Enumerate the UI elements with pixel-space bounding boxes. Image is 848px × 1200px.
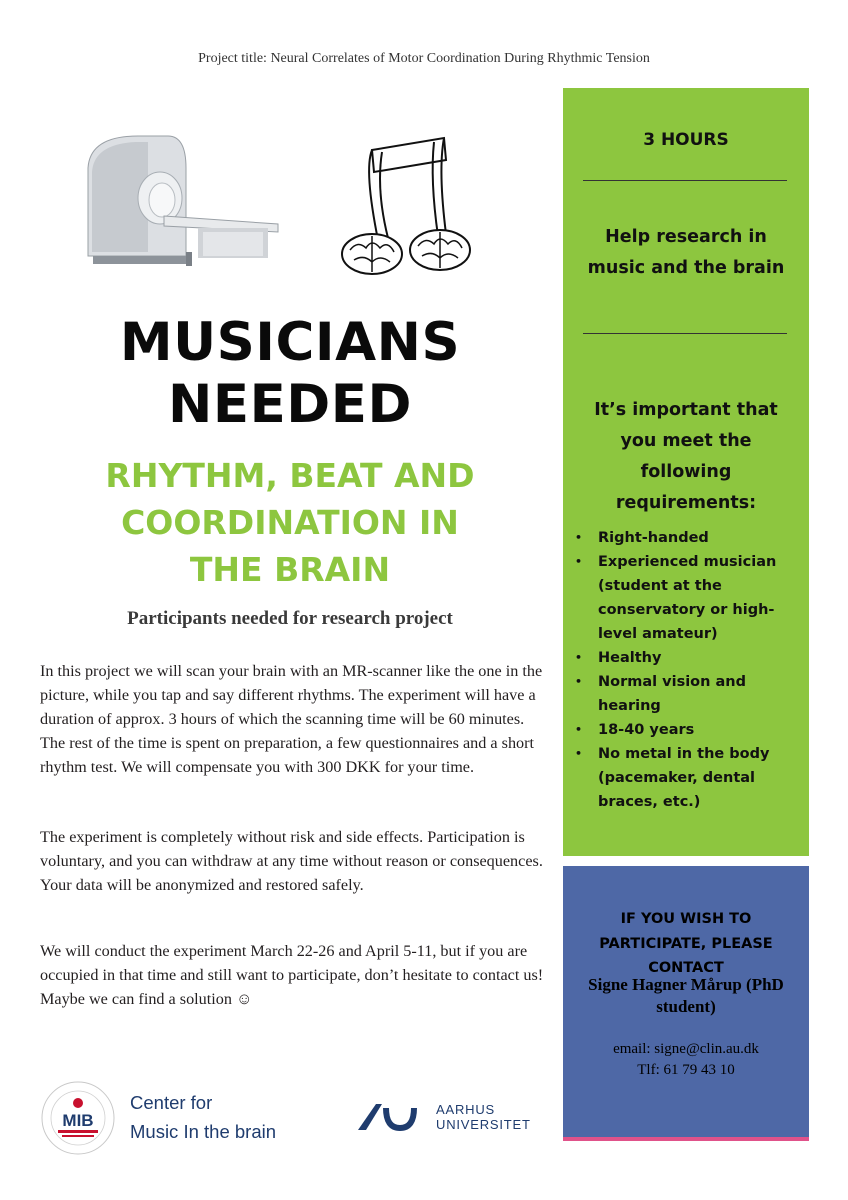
help-research-text: Help research in music and the brain: [587, 227, 785, 278]
contact-email[interactable]: email: signe@clin.au.dk: [613, 1041, 759, 1057]
requirements-panel: [563, 88, 809, 856]
mib-logo: [40, 1080, 116, 1156]
aarhus-university-name: [436, 1102, 531, 1132]
headline-sub: [40, 452, 540, 593]
requirements-heading: It’s important that you meet the following requirements:: [594, 400, 778, 513]
requirements-list: [563, 526, 809, 814]
divider: [583, 180, 787, 181]
body-paragraph-2: The experiment is completely without risk and side effects. Participation is voluntary, and you can withdraw at any time without reason or consequences. Your data will be anonymized and restored safely.: [40, 828, 543, 894]
contact-panel: [563, 866, 809, 1141]
body-paragraph-3: We will conduct the experiment March 22-26 and April 5-11, but if you are occupied in that time and still want to participate, don’t hesitate to contact us! Maybe we can find a solution ☺: [40, 942, 544, 1008]
contact-phone: Tlf: 61 79 43 10: [637, 1062, 735, 1078]
subheading: Participants needed for research project: [127, 608, 453, 629]
headline-sub-line-3: THE BRAIN: [189, 550, 391, 589]
headline-line-2: NEEDED: [168, 374, 412, 435]
au-line-1: AARHUS: [436, 1102, 495, 1117]
project-title: Project title: Neural Correlates of Motor Coordination During Rhythmic Tension: [198, 51, 650, 66]
aarhus-university-logo: [356, 1100, 424, 1134]
center-line-2: Music In the brain: [130, 1121, 277, 1142]
divider: [583, 333, 787, 334]
center-line-1: Center for: [130, 1092, 213, 1113]
body-paragraph-1: In this project we will scan your brain with an MR-scanner like the one in the picture, while you tap and say different rhythms. The experiment will have a duration of approx. 3 hours of which the scanning time will be 60 minutes. The rest of the time is spent on preparation, a few questionnaires and a short rhythm test. We will compensate you with 300 DKK for your time.: [40, 662, 543, 776]
mri-scanner-image: [78, 128, 288, 278]
duration-label: 3 HOURS: [643, 130, 729, 150]
center-name: [130, 1088, 276, 1146]
requirement-item: • No metal in the body (pacemaker, dental braces, etc.): [563, 742, 809, 814]
contact-heading: IF YOU WISH TO PARTICIPATE, PLEASE CONTACT: [599, 911, 773, 976]
headline-main: [40, 312, 540, 436]
headline-line-1: MUSICIANS: [119, 312, 461, 373]
headline-sub-line-1: RHYTHM, BEAT AND: [105, 456, 475, 495]
requirement-item: • Normal vision and hearing: [563, 670, 809, 718]
requirement-item: • Right-handed: [563, 526, 809, 550]
headline-sub-line-2: COORDINATION IN: [121, 503, 459, 542]
mib-logo-text: MIB: [62, 1111, 94, 1130]
au-line-2: UNIVERSITET: [436, 1117, 531, 1132]
requirement-item: • Healthy: [563, 646, 809, 670]
contact-name: Signe Hagner Mårup (PhD student): [588, 975, 784, 1016]
requirement-item: • 18-40 years: [563, 718, 809, 742]
music-note-brains-image: [334, 130, 504, 280]
requirement-item: • Experienced musician (student at the conservatory or high-level amateur): [563, 550, 809, 646]
